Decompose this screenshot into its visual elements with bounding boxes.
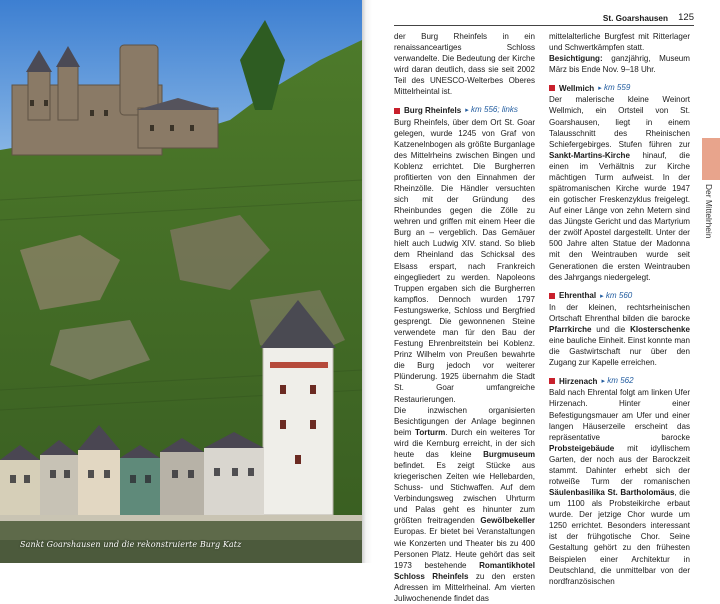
section-title: Wellmich [559, 83, 595, 93]
book-gutter [362, 0, 372, 563]
triangle-right-icon: ▸ [598, 85, 602, 93]
text-column-1 [394, 31, 535, 604]
paragraph: Die inzwischen organisierten Besichtigungen der Anlage beginnen beim Torturm. Durch ein weiteres Tor wird die Kernburg erreicht, in der sich heute das kleine Burgmuseum befindet. Es zeigt Stücke aus kriegerischen Zeiten wie Hellebarden, Schuss- und Stichwaffen. Auf dem Verbindungsweg zwischen Uhrturm und Palas geht es hinunter zum größten freitragenden Gewölbekeller Europas. Er bietet bei Veranstaltungen wie Konzerten und Theater bis zu 400 Personen Platz. Heute gehört das seit 1973 bestehende Romantikhotel Schloss Rheinfels zu den ersten Adressen im Mittelrheinal. Am vierten Juliwochenende findet das [394, 405, 535, 603]
visiting-info: Besichtigung: ganzjährig, Museum März bis Ende Nov. 9–18 Uhr. [549, 54, 690, 75]
section-wellmich [549, 82, 690, 282]
triangle-right-icon: ▸ [465, 107, 469, 115]
chapter-tab-text: Der Mittelrhein [704, 184, 714, 239]
red-square-icon [549, 85, 555, 91]
chapter-tab-label [702, 184, 720, 254]
photo-caption: Sankt Goarshausen und die rekonstruierte Burg Katz [20, 540, 242, 549]
text-column-2 [549, 31, 690, 587]
section-title: Burg Rheinfels [404, 105, 462, 115]
section-heading [549, 82, 690, 94]
page-number: 125 [678, 12, 694, 23]
section-title: Hirzenach [559, 376, 598, 386]
photo-illustration [0, 0, 362, 563]
paragraph-intro: mittelalterliche Burgfest mit Ritterlager und Schwertkämpfen statt. [549, 32, 690, 53]
km-text: km 559 [603, 83, 631, 93]
section-heading [549, 375, 690, 387]
km-reference [598, 82, 630, 94]
paragraph: Bald nach Ehrental folgt am linken Ufer Hirzenach. Hinter einer Befestigungsmauer am Ufer und einer langen Häuserzeile erscheint das repräsentative barocke Probsteigebäude mit idyllischem Garten, der noch aus der Barockzeit stammt. Dahinter erhebt sich der rotweiße Turm der romanischen Säulenbasilika St. Bartholomäus, die um 1100 als Probsteikirche erbaut wurde. Der jetzige Chor wurde um 1250 errichtet. Besonders interessant ist der frühgotische Chor. Seine Gestaltung gehört zu den frühesten Beispielen einer Architektur in Deutschland, die unmittelbar von der nordfranzösischen [549, 388, 691, 586]
km-reference [600, 290, 632, 302]
section-heading [549, 290, 690, 302]
triangle-right-icon: ▸ [601, 378, 605, 386]
chapter-tab-marker [702, 138, 720, 180]
paragraph: In der kleinen, rechtsrheinischen Ortschaft Ehrenthal bilden die barocke Pfarrkirche und die Klosterschenke eine bauliche Einheit. Einst konnte man die Gastwirtschaft nur über den Zugang zur Kapelle erreichen. [549, 302, 690, 368]
section-ehrenthal [549, 290, 690, 369]
red-square-icon [394, 108, 400, 114]
red-square-icon [549, 378, 555, 384]
km-reference [601, 375, 633, 387]
section-hirzenach [549, 375, 690, 586]
red-square-icon [549, 293, 555, 299]
km-text: km 556; links [471, 105, 518, 115]
photo-burg-katz [0, 0, 362, 563]
paragraph-intro: der Burg Rheinfels in ein renaissanceartiges Schloss verwandelte. Die Bedeutung der Kirche wird daran deutlich, dass sie seit 2002 Teil des UNESCO-Welterbes Oberes Mittelrheintal ist. [394, 32, 535, 97]
paragraph: Der malerische kleine Weinort Wellmich, ein Ortsteil von St. Goarshausen, liegt in einem Talausschnitt des Rheinischen Schiefergebirges. Stufen führen zur Sankt-Martins-Kirche hinauf, die einen im Verhältnis zur Kirche mächtigen Turm aufweist. In der spätromanischen Kirche wurde 1947 ein gotischer Freskenzyklus freigelegt. Auf einer Länge von zehn Metern sind das Jüngste Gericht und das Martyrium der zwölf Apostel dargestellt. Unter der 500 Jahre alten Statue der Madonna mit den Weintrauben wurde seit Generationen die ersten Weintrauben des Jahrgangs niedergelegt. [549, 95, 690, 282]
km-reference [465, 104, 518, 116]
header-title: St. Goarshausen [602, 14, 668, 23]
triangle-right-icon: ▸ [600, 292, 604, 300]
section-heading [394, 104, 535, 116]
paragraph: Burg Rheinfels, über dem Ort St. Goar gelegen, wurde 1245 von Graf von Katzenelnbogen als größte Burganlage des Mittelrheins zwischen Bingen und Koblenz errichtet. Die Burgherren profitierten von den Einnahmen der Rheinzölle. Die Händler versuchten sich mit der Gründung des Rheinbundes gegen die Zölle zu wehren und griffen mit einem Heer die Burg an – vergeblich. Das Gemäuer hielt auch Ludwig XIV. stand. So blieb dem Rheinland das Schicksal des Elsass erspart, nach Frankreich eingegliedert zu werden. Napoleons Truppen ergaben sich die Burgherren kampflos. Dennoch wurden 1797 Festungswerke, Schloss und Bergfried gesprengt. Die gewonnenen Steine verwendete man für den Bau der Festung Ehrenbreitstein bei Koblenz. Prinz Wilhelm von Preußen bewahrte die Burg jedoch vor weiterer Plünderung. 1925 übernahm die Stadt St. Goar umfangreiche Restaurierungen. [394, 117, 535, 404]
running-header [394, 12, 694, 26]
section-title: Ehrenthal [559, 291, 597, 301]
section-burg-rheinfels [394, 104, 535, 604]
km-text: km 562 [607, 376, 634, 386]
km-text: km 560 [605, 290, 633, 300]
